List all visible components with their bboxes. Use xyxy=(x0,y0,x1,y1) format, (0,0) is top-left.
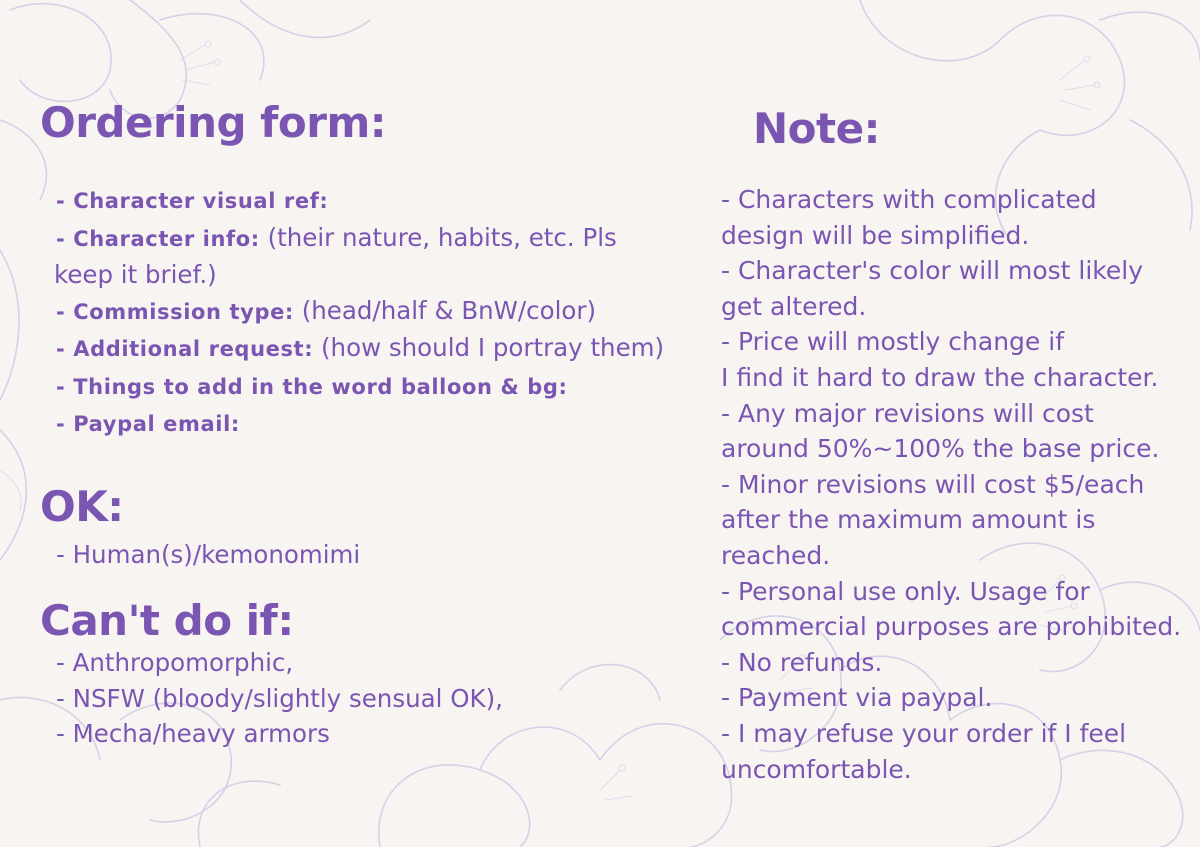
field-detail: (how should I portray them) xyxy=(313,333,665,362)
note-line: after the maximum amount is xyxy=(721,505,1096,535)
note-line: I find it hard to draw the character. xyxy=(721,362,1159,392)
list-item xyxy=(56,182,706,220)
note-line: - No refunds. xyxy=(721,647,883,677)
list-item: - Anthropomorphic, xyxy=(56,648,294,677)
note-line: around 50%~100% the base price. xyxy=(721,434,1160,464)
list-item: - NSFW (bloody/slightly sensual OK), xyxy=(56,683,503,713)
note-line: - Minor revisions will cost $5/each xyxy=(721,469,1145,499)
list-item xyxy=(56,405,706,443)
ok-list xyxy=(56,537,656,573)
note-heading: Note: xyxy=(753,104,880,153)
field-label: - Character info: xyxy=(56,226,260,251)
field-label: - Paypal email: xyxy=(56,412,240,436)
note-line: - Price will mostly change if xyxy=(721,327,1064,357)
field-label: - Things to add in the word balloon & bg: xyxy=(56,374,568,399)
note-line: - Any major revisions will cost xyxy=(721,398,1094,428)
list-item xyxy=(56,368,706,406)
ordering-form-list xyxy=(56,182,706,443)
ordering-form-heading: Ordering form: xyxy=(40,98,387,147)
leaves-left-icon xyxy=(0,250,26,560)
note-line: reached. xyxy=(721,540,831,570)
note-line: - Character's color will most likely xyxy=(721,256,1143,286)
ok-heading: OK: xyxy=(40,482,124,531)
note-line: - Payment via paypal. xyxy=(721,683,993,713)
field-detail-continuation: keep it brief.) xyxy=(54,260,217,289)
note-line: uncomfortable. xyxy=(721,754,912,784)
note-line: commercial purposes are prohibited. xyxy=(721,612,1182,642)
note-line: - Characters with complicated xyxy=(721,185,1097,214)
cant-do-heading: Can't do if: xyxy=(40,596,294,645)
note-line: - Personal use only. Usage for xyxy=(721,576,1090,606)
list-item: - Human(s)/kemonomimi xyxy=(56,540,361,569)
cant-do-list xyxy=(56,645,656,752)
field-detail: (head/half & BnW/color) xyxy=(293,295,597,325)
field-label: - Commission type: xyxy=(56,299,294,324)
field-label: - Character visual ref: xyxy=(56,189,329,213)
list-item-continuation xyxy=(54,257,706,293)
list-item xyxy=(56,330,706,368)
note-list xyxy=(721,182,1191,787)
field-detail: (their nature, habits, etc. Pls xyxy=(259,222,617,252)
list-item xyxy=(56,220,706,258)
note-line: get altered. xyxy=(721,291,867,321)
list-item: - Mecha/heavy armors xyxy=(56,719,330,748)
field-label: - Additional request: xyxy=(56,337,314,361)
note-line: design will be simplified. xyxy=(721,220,1030,250)
note-line: - I may refuse your order if I feel xyxy=(721,718,1127,748)
list-item xyxy=(56,293,706,331)
